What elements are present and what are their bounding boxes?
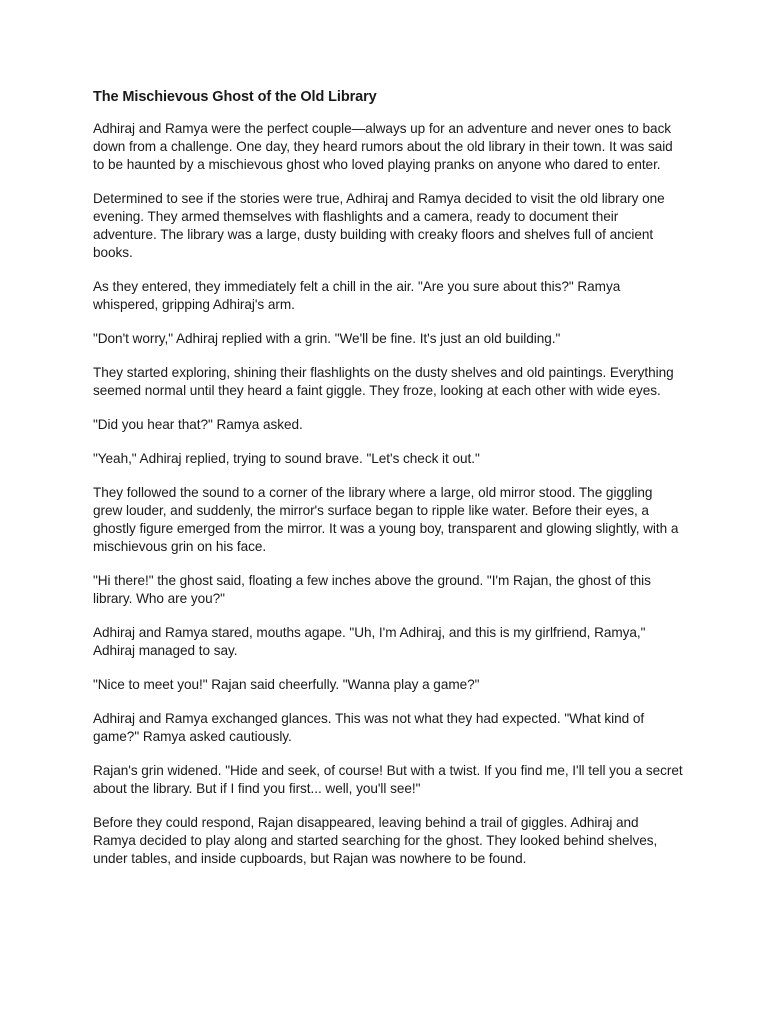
paragraph: "Did you hear that?" Ramya asked. — [93, 417, 303, 432]
paragraph: "Nice to meet you!" Rajan said cheerfully. "Wanna play a game?" — [93, 677, 480, 692]
paragraph: They followed the sound to a corner of the library where a large, old mirror stood. The giggling grew louder, and suddenly, the mirror's surface began to ripple like water. Before their eyes, a ghostly figure emerged from the mirror. It was a young boy, transparent and glowing slightly, with a mischievous grin on his face. — [93, 485, 679, 554]
paragraph: Before they could respond, Rajan disappeared, leaving behind a trail of giggles. Adhiraj and Ramya decided to play along and started searching for the ghost. They looked behind shelves, under tables, and inside cupboards, but Rajan was nowhere to be found. — [93, 815, 658, 866]
document-title: The Mischievous Ghost of the Old Library — [93, 89, 377, 105]
paragraph: They started exploring, shining their flashlights on the dusty shelves and old paintings. Everything seemed normal until they heard a faint giggle. They froze, looking at each other with wide eyes. — [93, 365, 674, 398]
paragraph: "Hi there!" the ghost said, floating a few inches above the ground. "I'm Rajan, the ghost of this library. Who are you?" — [93, 573, 651, 606]
paragraph: Rajan's grin widened. "Hide and seek, of course! But with a twist. If you find me, I'll tell you a secret about the library. But if I find you first... well, you'll see!" — [93, 763, 683, 796]
paragraph: As they entered, they immediately felt a chill in the air. "Are you sure about this?" Ramya whispered, gripping Adhiraj's arm. — [93, 279, 621, 312]
paragraph: "Yeah," Adhiraj replied, trying to sound brave. "Let's check it out." — [93, 451, 480, 466]
paragraph: Adhiraj and Ramya were the perfect couple—always up for an adventure and never ones to back down from a challenge. One day, they heard rumors about the old library in their town. It was said to be haunted by a mischievous ghost who loved playing pranks on anyone who dared to enter. — [93, 121, 673, 172]
paragraph: Adhiraj and Ramya stared, mouths agape. "Uh, I'm Adhiraj, and this is my girlfriend, Ramya," Adhiraj managed to say. — [93, 625, 646, 658]
document-page — [93, 87, 683, 884]
paragraph: "Don't worry," Adhiraj replied with a grin. "We'll be fine. It's just an old building." — [93, 331, 561, 346]
paragraph: Determined to see if the stories were true, Adhiraj and Ramya decided to visit the old library one evening. They armed themselves with flashlights and a camera, ready to document their adventure. The library was a large, dusty building with creaky floors and shelves full of ancient books. — [93, 191, 665, 260]
paragraph: Adhiraj and Ramya exchanged glances. This was not what they had expected. "What kind of game?" Ramya asked cautiously. — [93, 711, 645, 744]
